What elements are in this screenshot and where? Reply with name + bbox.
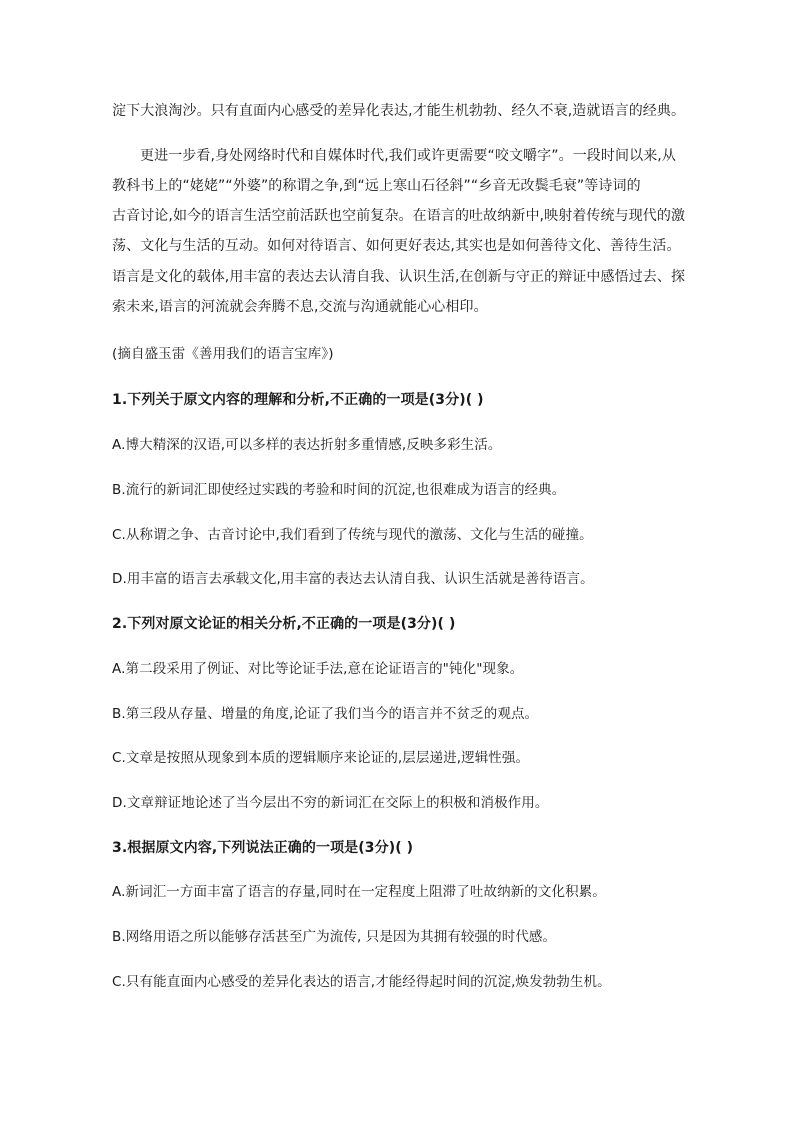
answer-option: A.新词汇一方面丰富了语言的存量,同时在一定程度上阻滞了吐故纳新的文化积累。 — [112, 884, 606, 900]
answer-option: A.第二段采用了例证、对比等论证手法,意在论证语言的"钝化"现象。 — [112, 661, 524, 677]
passage-line: 古音讨论,如今的语言生活空前活跃也空前复杂。在语言的吐故纳新中,映射着传统与现代的激 — [112, 208, 686, 224]
answer-option: D.用丰富的语言去承载文化,用丰富的表达去认清自我、认识生活就是善待语言。 — [112, 571, 594, 587]
passage-line: 更进一步看,身处网络时代和自媒体时代,我们或许更需要“咬文嚼字”。一段时间以来,从 — [140, 148, 676, 164]
passage-line: 荡、文化与生活的互动。如何对待语言、如何更好表达,其实也是如何善待文化、善待生活。 — [112, 238, 681, 254]
passage-line: 淀下大浪淘沙。只有直面内心感受的差异化表达,才能生机勃勃、经久不衰,造就语言的经典。 — [112, 103, 686, 119]
question-stem: 2.下列对原文论证的相关分析,不正确的一项是(3分)( ) — [112, 616, 456, 632]
question-stem: 1.下列关于原文内容的理解和分析,不正确的一项是(3分)( ) — [112, 392, 484, 408]
answer-option: C.只有能直面内心感受的差异化表达的语言,才能经得起时间的沉淀,焕发勃勃生机。 — [112, 974, 611, 990]
passage-line: 教科书上的“姥姥”“外婆”的称谓之争,到“远上寒山石径斜”“乡音无改鬓毛衰”等诗词的 — [112, 178, 641, 194]
question-stem: 3.根据原文内容,下列说法正确的一项是(3分)( ) — [112, 840, 414, 856]
answer-option: C.文章是按照从现象到本质的逻辑顺序来论证的,层层递进,逻辑性强。 — [112, 750, 530, 766]
answer-option: D.文章辩证地论述了当今层出不穷的新词汇在交际上的积极和消极作用。 — [112, 795, 549, 811]
source-citation: (摘自盛玉雷《善用我们的语言宝库》) — [112, 346, 334, 362]
answer-option: C.从称谓之争、古音讨论中,我们看到了传统与现代的激荡、文化与生活的碰撞。 — [112, 527, 593, 543]
answer-option: B.网络用语之所以能够存活甚至广为流传, 只是因为其拥有较强的时代感。 — [112, 929, 557, 945]
answer-option: A.博大精深的汉语,可以多样的表达折射多重情感,反映多彩生活。 — [112, 437, 502, 453]
passage-line: 语言是文化的载体,用丰富的表达去认清自我、认识生活,在创新与守正的辩证中感悟过去、探 — [112, 269, 686, 285]
answer-option: B.第三段从存量、增量的角度,论证了我们当今的语言并不贫乏的观点。 — [112, 706, 539, 722]
passage-line: 索未来,语言的河流就会奔腾不息,交流与沟通就能心心相印。 — [112, 299, 488, 315]
answer-option: B.流行的新词汇即使经过实践的考验和时间的沉淀,也很难成为语言的经典。 — [112, 482, 566, 498]
